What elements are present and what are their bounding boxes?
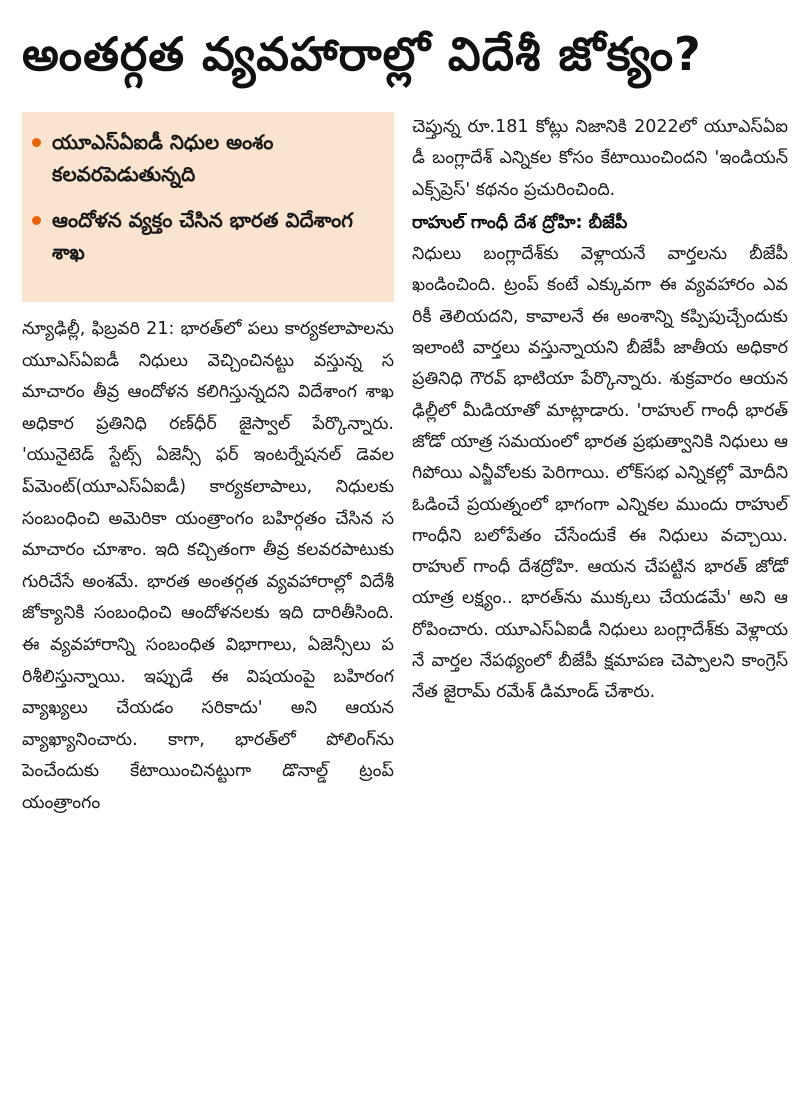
highlight-item: [52, 126, 380, 190]
article-body-right: [412, 112, 788, 709]
article-subheading: రాహుల్ గాంధీ దేశ ద్రోహి: బీజేపీ: [412, 212, 628, 233]
headline: అంతర్గత వ్యవహారాల్లో విదేశీ జోక్యం?: [22, 27, 702, 81]
article-paragraph: న్యూఢిల్లీ, ఫిబ్రవరి 21: భారత్‌లో పలు కార్యకలాపాలను యూఎస్ఏఐడీ నిధులు వెచ్చించినట్టు వస్తున్న సమాచారం తీవ్ర ఆందోళన కలిగిస్తున్నదని విదేశాంగ శాఖ అధికార ప్రతినిధి రణ్‌ధీర్ జైస్వాల్ పేర్కొన్నారు. 'యునైటెడ్ స్టేట్స్ ఏజెన్సీ ఫర్ ఇంటర్నేషనల్ డెవలప్‌మెంట్(యూఎస్ఏఐడీ) కార్యకలాపాలు, నిధులకు సంబంధించి అమెరికా యంత్రాంగం బహిర్గతం చేసిన సమాచారం చూశాం. ఇది కచ్చితంగా తీవ్ర కలవరపాటుకు గురిచేసే అంశమే. భారత అంతర్గత వ్యవహారాల్లో విదేశీ జోక్యానికి సంబంధించి ఆందోళనలకు ఇది దారితీసింది. ఈ వ్యవహారాన్ని సంబంధిత విభాగాలు, ఏజెన్సీలు పరిశీలిస్తున్నాయి. ఇప్పుడే ఈ విషయంపై బహిరంగ వ్యాఖ్యలు చేయడం సరికాదు' అని ఆయన వ్యాఖ్యానించారు. కాగా, భారత్‌లో పోలింగ్‌ను పెంచేందుకు కేటాయించినట్టుగా డొనాల్డ్ ట్రంప్ యంత్రాంగం: [22, 319, 394, 813]
highlight-text: యూఎస్ఏఐడీ నిధుల అంశం కలవరపెడుతున్నది: [52, 130, 274, 186]
article-column-right: [412, 112, 788, 709]
article-paragraph: నిధులు బంగ్లాదేశ్‌కు వెళ్లాయనే వార్తలను బీజేపీ ఖండించింది. ట్రంప్ కంటే ఎక్కువగా ఈ వ్యవహారం ఎవరికీ తెలియదని, కావాలనే ఈ అంశాన్ని కప్పిపుచ్చేందుకు ఇలాంటి వార్తలు వస్తున్నాయని బీజేపీ జాతీయ అధికార ప్రతినిధి గౌరవ్ భాటియా పేర్కొన్నారు. శుక్రవారం ఆయన ఢిల్లీలో మీడియాతో మాట్లాడారు. 'రాహుల్ గాంధీ భారత్ జోడో యాత్ర సమయంలో భారత ప్రభుత్వానికి నిధులు ఆగిపోయి ఎన్జీవోలకు పెరిగాయి. లోక్‌సభ ఎన్నికల్లో మోదీని ఓడించే ప్రయత్నంలో భాగంగా ఎన్నికల ముందు రాహుల్ గాంధీని బలోపేతం చేసేందుకే ఈ నిధులు వచ్చాయి. రాహుల్ గాంధీ దేశద్రోహి. ఆయన చేపట్టిన భారత్ జోడో యాత్ర లక్ష్యం.. భారత్‌ను ముక్కలు చేయడమే' అని ఆరోపించారు. యూఎస్ఏఐడీ నిధులు బంగ్లాదేశ్‌కు వెళ్లాయనే వార్తల నేపథ్యంలో బీజేపీ క్షమాపణ చెప్పాలని కాంగ్రెస్ నేత జైరామ్ రమేశ్ డిమాండ్ చేశారు.: [412, 244, 788, 703]
bullet-dot-icon: [32, 138, 41, 147]
article-column-left: [22, 112, 394, 820]
highlight-text: ఆందోళన వ్యక్తం చేసిన భారత విదేశాంగ శాఖ: [52, 208, 353, 264]
bullet-dot-icon: [32, 216, 41, 225]
highlight-box: [22, 112, 394, 302]
article-body-left: [22, 314, 394, 820]
highlight-item: [52, 204, 380, 268]
article-paragraph: చెప్తున్న రూ.181 కోట్లు నిజానికి 2022లో యూఎస్ఏఐడీ బంగ్లాదేశ్ ఎన్నికల కోసం కేటాయించిందని 'ఇండియన్ ఎక్స్‌ప్రెస్' కథనం ప్రచురించింది.: [412, 117, 788, 200]
